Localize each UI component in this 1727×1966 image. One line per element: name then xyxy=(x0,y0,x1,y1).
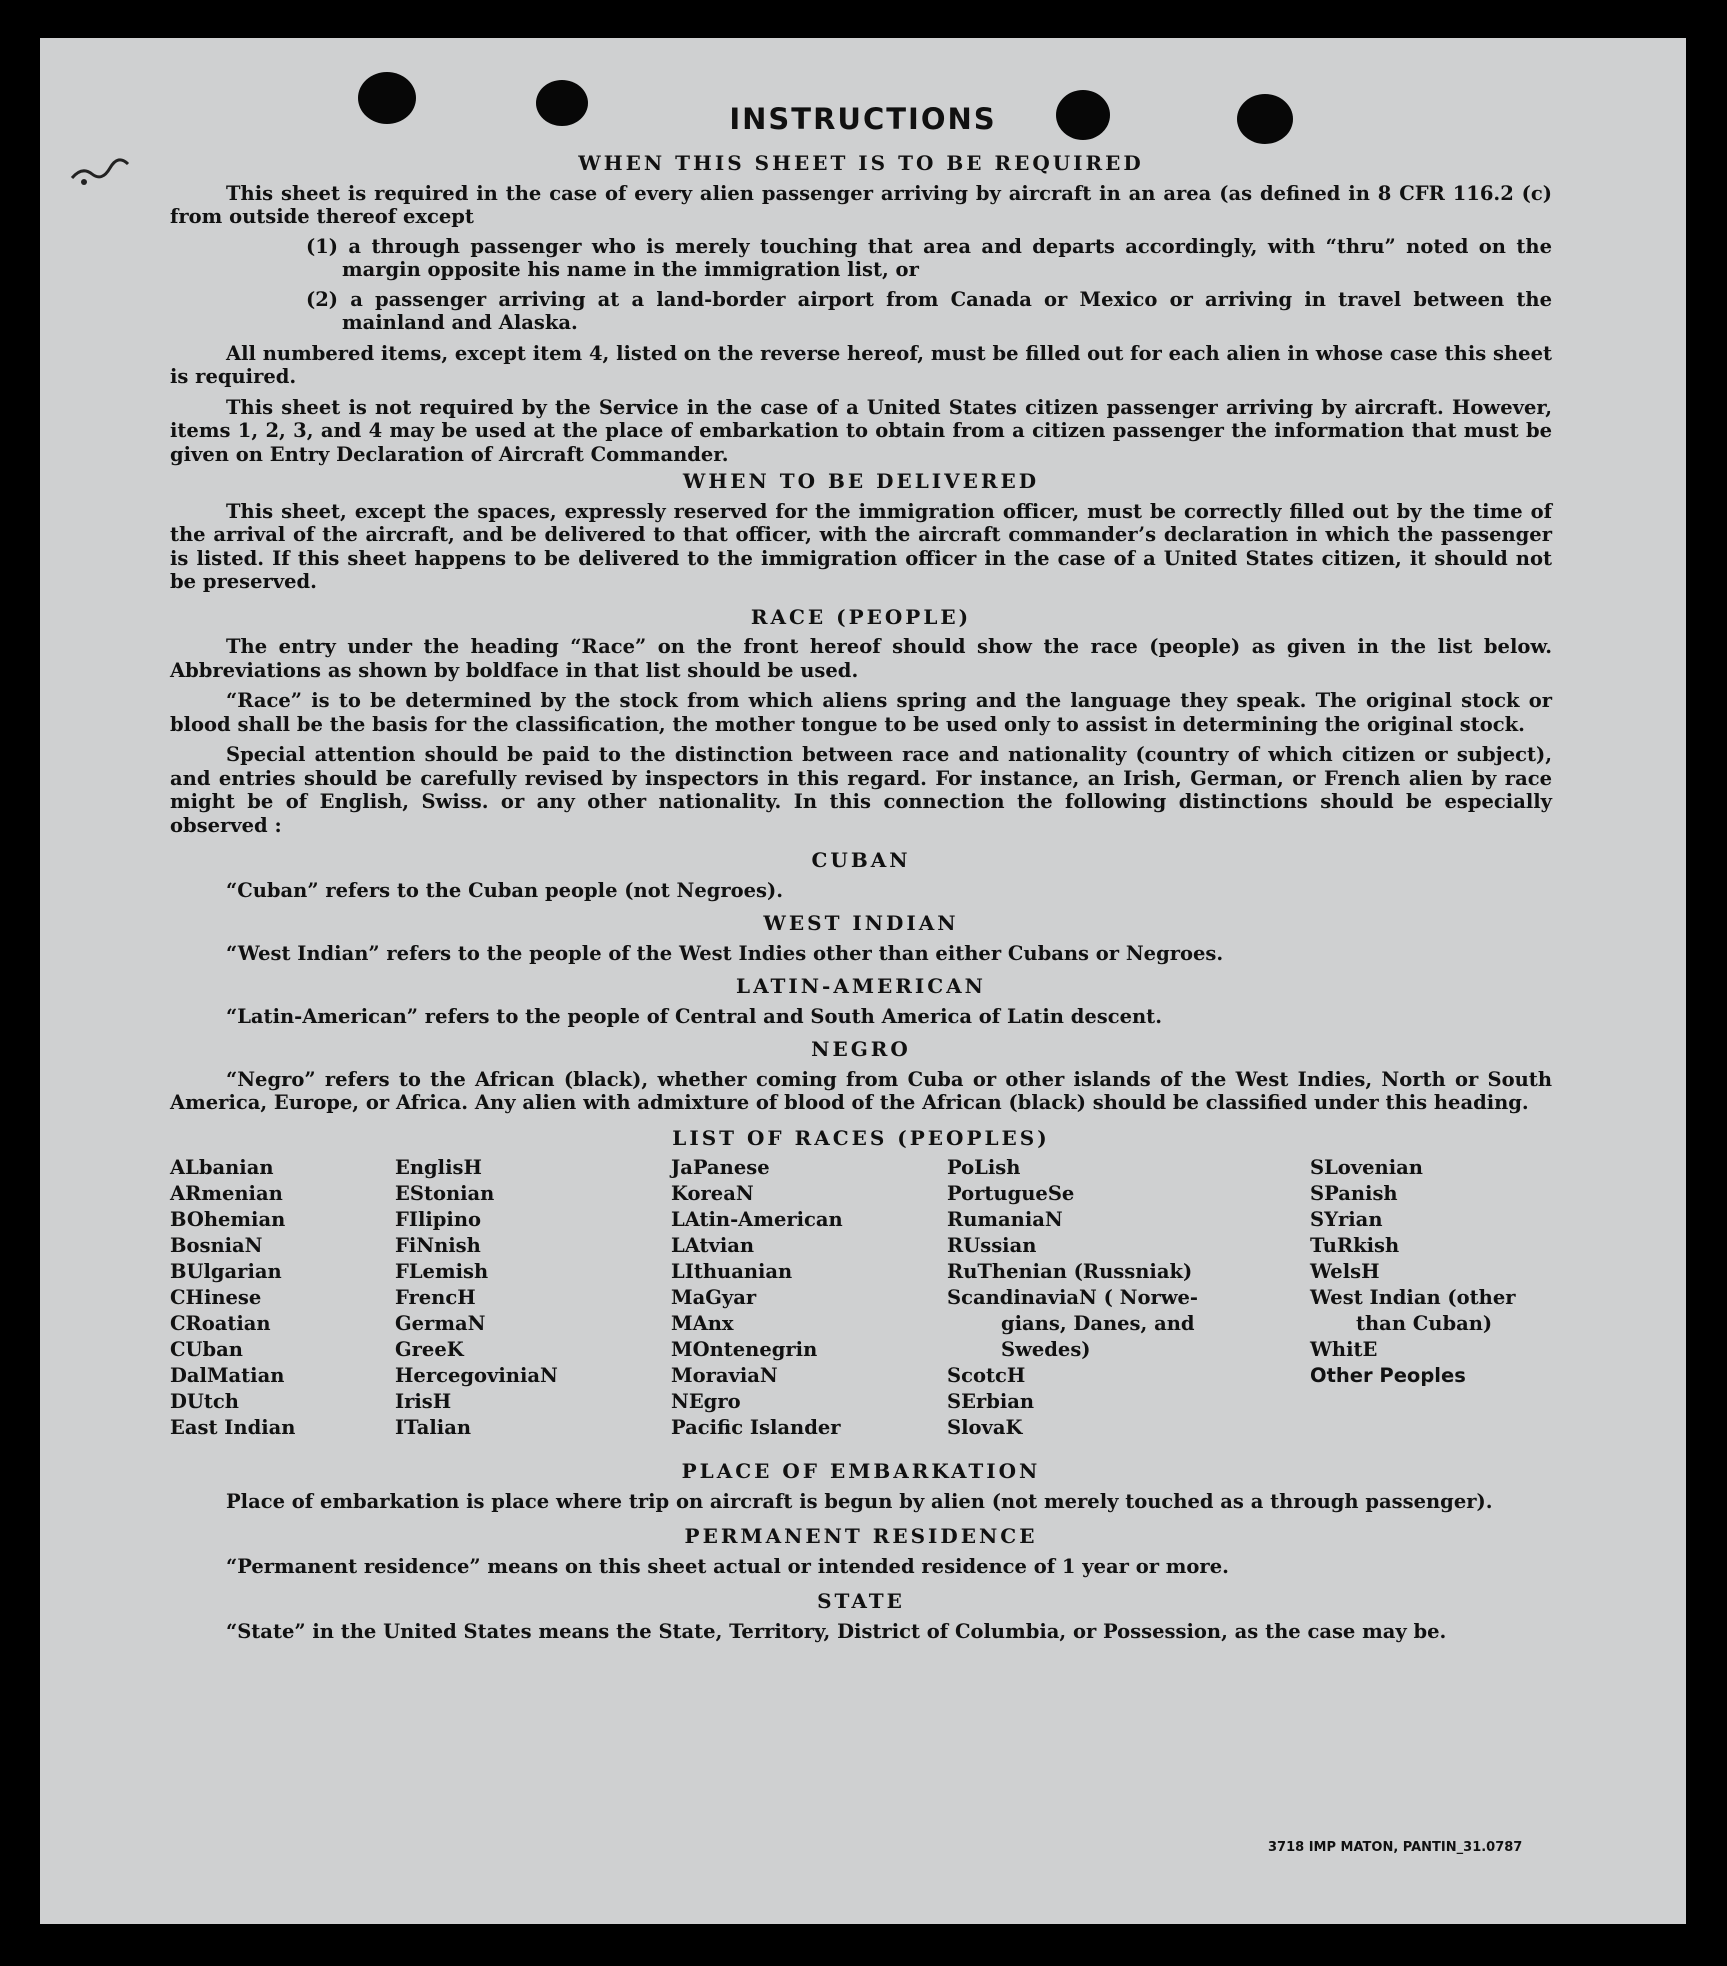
race-entry: MAnx xyxy=(671,1312,734,1335)
heading-cuban: CUBAN xyxy=(811,848,911,872)
race-entry: East Indian xyxy=(170,1416,296,1439)
race-entry: IrisH xyxy=(395,1390,452,1413)
race-entry: WhitE xyxy=(1310,1338,1378,1361)
race-entry: FiNnish xyxy=(395,1234,481,1257)
race-entry: ITalian xyxy=(395,1416,472,1439)
race-entry: SLovenian xyxy=(1310,1156,1423,1179)
race-entry: GreeK xyxy=(395,1338,464,1361)
page-title: INSTRUCTIONS xyxy=(729,102,997,136)
paragraph: “State” in the United States means the State, Territory, District of Columbia, or Possession, as the case may be. xyxy=(226,1619,1447,1643)
paragraph: All numbered items, except item 4, listed on the reverse hereof, must be filled out for each alien in whose case this sheet is required. xyxy=(170,341,1552,388)
race-entry: ARmenian xyxy=(170,1182,283,1205)
race-entry: NEgro xyxy=(671,1390,741,1413)
paragraph: Special attention should be paid to the distinction between race and nationality (country of which citizen or subject), and entries should be carefully revised by inspectors in this regard. For instance, an Irish, German, or French alien by race might be of English, Swiss. or any other nationality. In this connection the following distinctions should be especially observed : xyxy=(170,743,1552,837)
paragraph: This sheet is required in the case of every alien passenger arriving by aircraft in an area (as defined in 8 CFR 116.2 (c) from outside thereof except xyxy=(170,181,1552,228)
race-entry: MOntenegrin xyxy=(671,1338,818,1361)
race-entry: HercegoviniaN xyxy=(395,1364,558,1387)
race-entry: WelsH xyxy=(1310,1260,1380,1283)
heading-when-required: WHEN THIS SHEET IS TO BE REQUIRED xyxy=(578,151,1144,175)
race-entry: ScandinaviaN ( Norwe- xyxy=(947,1286,1199,1309)
race-entry-continued: gians, Danes, and xyxy=(1001,1312,1195,1335)
race-entry: Other Peoples xyxy=(1310,1364,1466,1387)
race-entry: DalMatian xyxy=(170,1364,285,1387)
paragraph: Place of embarkation is place where trip on aircraft is begun by alien (not merely touched as a through passenger). xyxy=(226,1489,1493,1513)
heading-permanent-residence: PERMANENT RESIDENCE xyxy=(684,1524,1038,1548)
race-entry-continued: Swedes) xyxy=(1001,1338,1091,1361)
paragraph: “Race” is to be determined by the stock from which aliens spring and the language they speak. The original stock or blood shall be the basis for the classification, the mother tongue to be used only to assist in determining the original stock. xyxy=(170,689,1552,736)
race-entry: LAtin-American xyxy=(671,1208,843,1231)
heading-when-delivered: WHEN TO BE DELIVERED xyxy=(682,469,1040,493)
race-entry: SlovaK xyxy=(947,1416,1023,1439)
race-entry: SErbian xyxy=(947,1390,1035,1413)
paragraph: This sheet is not required by the Service in the case of a United States citizen passenger arriving by aircraft. However, items 1, 2, 3, and 4 may be used at the place of embarkation to obtain from a citizen passenger the information that must be given on Entry Declaration of Aircraft Commander. xyxy=(170,395,1552,466)
race-entry: PoLish xyxy=(947,1156,1021,1179)
race-entry: CHinese xyxy=(170,1286,262,1309)
race-entry: EnglisH xyxy=(395,1156,482,1179)
paragraph: “West Indian” refers to the people of the West Indies other than either Cubans or Negroes. xyxy=(226,941,1224,965)
race-column-2 xyxy=(395,1156,558,1442)
heading-latin-american: LATIN-AMERICAN xyxy=(736,974,986,998)
race-entry-continued: than Cuban) xyxy=(1356,1312,1493,1335)
list-item: (2) a passenger arriving at a land-border airport from Canada or Mexico or arriving in travel between the mainland and Alaska. xyxy=(306,287,1552,334)
paragraph: “Negro” refers to the African (black), whether coming from Cuba or other islands of the West Indies, North or South America, Europe, or Africa. Any alien with admixture of blood of the African (black) should be classified under this heading. xyxy=(170,1067,1552,1114)
race-entry: BOhemian xyxy=(170,1208,286,1231)
race-entry: BosniaN xyxy=(170,1234,263,1257)
race-column-5 xyxy=(1310,1156,1516,1390)
document-sheet xyxy=(40,38,1686,1924)
race-entry: RuThenian (Russniak) xyxy=(947,1260,1193,1283)
paragraph: “Permanent residence” means on this sheet actual or intended residence of 1 year or more. xyxy=(226,1554,1229,1578)
race-entry: KoreaN xyxy=(671,1182,754,1205)
heading-place-of-embarkation: PLACE OF EMBARKATION xyxy=(681,1459,1041,1483)
race-entry: FrencH xyxy=(395,1286,476,1309)
race-column-4 xyxy=(947,1156,1198,1442)
race-entry: MoraviaN xyxy=(671,1364,778,1387)
race-entry: LIthuanian xyxy=(671,1260,793,1283)
race-entry: CUban xyxy=(170,1338,243,1361)
race-entry: SYrian xyxy=(1310,1208,1383,1231)
race-entry: EStonian xyxy=(395,1182,495,1205)
race-column-3 xyxy=(671,1156,843,1442)
race-entry: RUssian xyxy=(947,1234,1037,1257)
paragraph: This sheet, except the spaces, expressly reserved for the immigration officer, must be correctly filled out by the time of the arrival of the aircraft, and be delivered to that officer, with the aircraft commander’s declaration in which the passenger is listed. If this sheet happens to be delivered to the immigration officer in the case of a United States citizen, it should not be preserved. xyxy=(170,499,1552,593)
race-entry: FIlipino xyxy=(395,1208,482,1231)
race-entry: SPanish xyxy=(1310,1182,1398,1205)
ink-smudge xyxy=(70,158,130,190)
race-entry: FLemish xyxy=(395,1260,489,1283)
race-entry: MaGyar xyxy=(671,1286,757,1309)
heading-state: STATE xyxy=(817,1589,905,1613)
race-entry: BUlgarian xyxy=(170,1260,282,1283)
heading-list-of-races: LIST OF RACES (PEOPLES) xyxy=(672,1125,1050,1150)
heading-race: RACE (PEOPLE) xyxy=(750,604,972,629)
race-entry: TuRkish xyxy=(1310,1234,1400,1257)
instructions-body xyxy=(170,148,1552,1643)
race-entry: RumaniaN xyxy=(947,1208,1063,1231)
heading-west-indian: WEST INDIAN xyxy=(763,911,959,935)
race-column-1 xyxy=(170,1156,295,1442)
race-entry: ALbanian xyxy=(170,1156,274,1179)
list-item: (1) a through passenger who is merely touching that area and departs accordingly, with “thru” noted on the margin opposite his name in the immigration list, or xyxy=(306,234,1552,281)
heading-negro: NEGRO xyxy=(811,1037,911,1061)
paragraph: The entry under the heading “Race” on the front hereof should show the race (people) as given in the list below. Abbreviations as shown by boldface in that list should be used. xyxy=(170,635,1552,682)
race-entry: PortugueSe xyxy=(947,1182,1075,1205)
race-entry: JaPanese xyxy=(671,1156,770,1179)
race-list xyxy=(170,1156,1552,1456)
race-entry: West Indian (other xyxy=(1310,1286,1516,1309)
race-entry: DUtch xyxy=(170,1390,239,1413)
paragraph: “Latin-American” refers to the people of Central and South America of Latin descent. xyxy=(226,1004,1162,1028)
race-entry: ScotcH xyxy=(947,1364,1026,1387)
race-entry: Pacific Islander xyxy=(671,1416,841,1439)
paragraph: “Cuban” refers to the Cuban people (not Negroes). xyxy=(226,878,784,902)
race-entry: CRoatian xyxy=(170,1312,271,1335)
race-entry: GermaN xyxy=(395,1312,486,1335)
printer-imprint: 3718 IMP MATON, PANTIN_31.0787 xyxy=(1268,1840,1523,1855)
race-entry: LAtvian xyxy=(671,1234,755,1257)
